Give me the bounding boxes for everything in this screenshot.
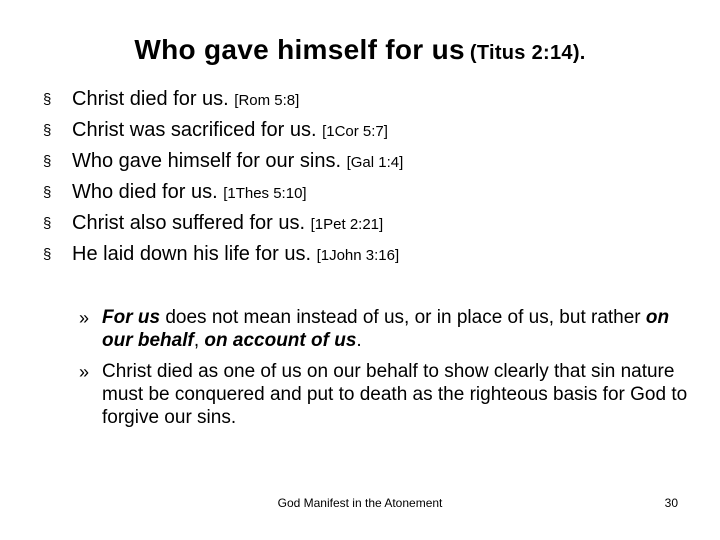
- bullet-marker: §: [43, 246, 52, 263]
- bullet-text: [72, 115, 388, 147]
- sub-bullet-text: Christ died as one of us on our behalf to show clearly that sin nature must be conquered and put to death as the righteous basis for God to forgive our sins.: [102, 361, 688, 428]
- sub-text-part: .: [356, 330, 362, 351]
- bullet-marker: §: [43, 184, 52, 201]
- bullet-marker: §: [43, 215, 52, 232]
- sub-bullet-item: [0, 360, 720, 429]
- bullet-statement: Christ was sacrificed for us.: [72, 119, 317, 141]
- bullet-text: [72, 84, 299, 116]
- sub-bullet-marker: »: [79, 308, 90, 328]
- sub-text-part: does not mean instead of us, or in place of us, but rather: [160, 307, 646, 328]
- bullet-citation: [1Pet 2:21]: [310, 216, 384, 233]
- bullet-statement: Christ died for us.: [72, 88, 229, 110]
- bullet-statement: Christ also suffered for us.: [72, 212, 306, 234]
- bullet-list: [0, 84, 720, 270]
- bullet-item: [0, 84, 720, 115]
- emphasis-for-us: For us: [102, 307, 161, 328]
- bullet-text: [72, 177, 307, 209]
- bullet-item: [0, 208, 720, 239]
- bullet-text: [72, 146, 403, 178]
- sub-bullet-marker: »: [79, 362, 90, 382]
- slide-title: [0, 34, 720, 66]
- sub-bullet-text: [102, 306, 702, 352]
- emphasis-on-account-of-us: on account of us: [204, 330, 357, 351]
- sub-text-part: ,: [193, 330, 205, 351]
- bullet-text: [72, 239, 399, 271]
- bullet-citation: [Gal 1:4]: [346, 154, 404, 171]
- bullet-statement: Who gave himself for our sins.: [72, 150, 341, 172]
- sub-bullet-item: [0, 306, 720, 352]
- sub-bullet-list: [0, 306, 720, 437]
- bullet-marker: §: [43, 153, 52, 170]
- bullet-text: [72, 208, 383, 240]
- bullet-citation: [1Thes 5:10]: [223, 185, 307, 202]
- bullet-item: [0, 115, 720, 146]
- title-reference: (Titus 2:14).: [469, 42, 586, 64]
- bullet-citation: [1Cor 5:7]: [322, 123, 388, 140]
- bullet-citation: [1John 3:16]: [316, 247, 400, 264]
- bullet-item: [0, 146, 720, 177]
- bullet-item: [0, 177, 720, 208]
- bullet-citation: [Rom 5:8]: [234, 92, 300, 109]
- emphasis-on-our-behalf: on our behalf: [102, 307, 670, 351]
- bullet-marker: §: [43, 91, 52, 108]
- bullet-statement: Who died for us.: [72, 181, 218, 203]
- slide-footer: God Manifest in the Atonement: [277, 496, 443, 510]
- bullet-statement: He laid down his life for us.: [72, 243, 312, 265]
- page-number: 30: [664, 496, 678, 510]
- bullet-marker: §: [43, 122, 52, 139]
- title-main: Who gave himself for us: [134, 34, 465, 65]
- bullet-item: [0, 239, 720, 270]
